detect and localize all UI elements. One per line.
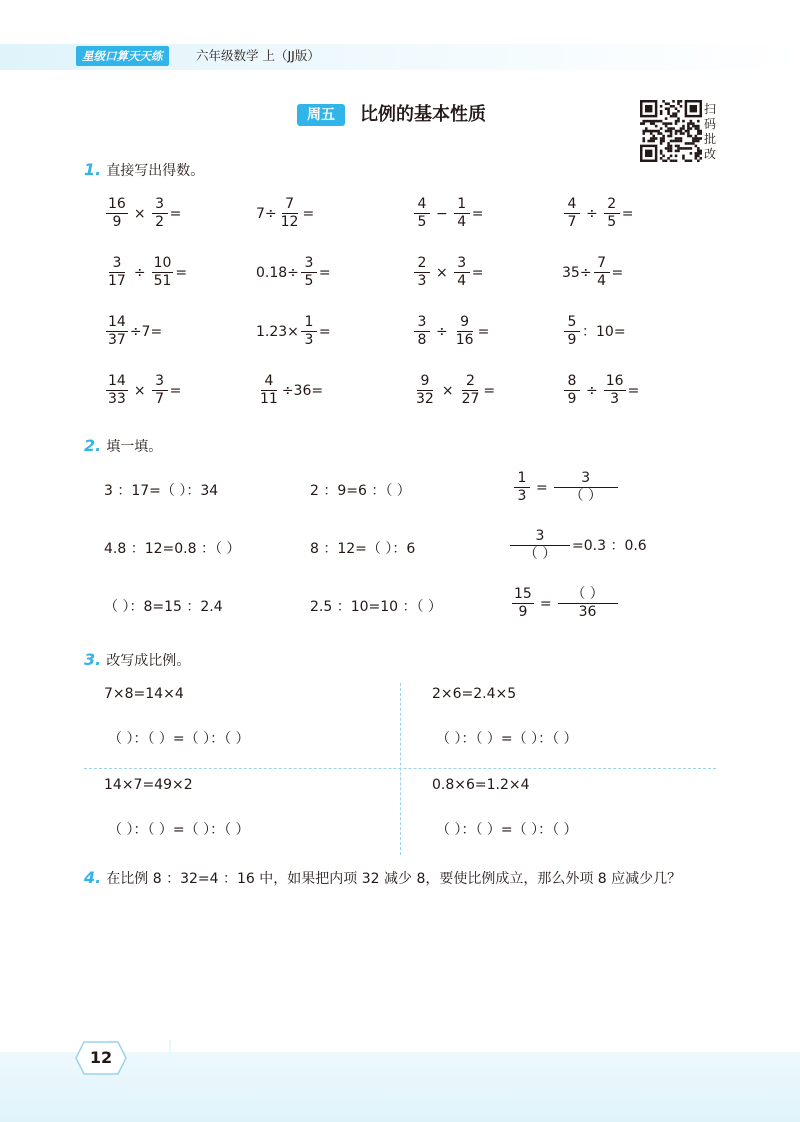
fill-blank[interactable]: $\frac{15}{9}$ = $\frac{( )}{36}$ (510, 586, 620, 621)
section3-heading (84, 650, 190, 670)
fraction: $\frac{3}{( )}$ (510, 528, 570, 563)
header-subtitle: 六年级数学 上（JJ版） (196, 48, 320, 63)
fill-blank[interactable]: 3 ：17=（ ）：34 (104, 483, 219, 499)
title-badge: 周五 (297, 104, 345, 126)
fraction: $\frac{3}{2}$ (152, 196, 168, 231)
fraction: $\frac{1}{3}$ (514, 470, 530, 505)
proportion-equation: 2×6=2.4×5 (432, 686, 517, 702)
proportion-blank[interactable]: （ ）：（ ）=（ ）：（ ） (108, 731, 250, 747)
calc-problem[interactable]: 7÷ $\frac{7}{12}$ = (256, 196, 315, 230)
calc-problem[interactable]: $\frac{4}{5}$ − $\frac{1}{4}$ = (412, 196, 483, 231)
section2-heading (84, 436, 162, 456)
calc-problem[interactable]: $\frac{9}{32}$ × $\frac{2}{27}$ = (416, 373, 496, 407)
fill-blank[interactable]: （ ）：8=15 ：2.4 (104, 599, 223, 615)
fill-blank[interactable]: $\frac{3}{( )}$ =0.3 ：0.6 (508, 528, 647, 563)
fraction: $\frac{2}{27}$ (461, 373, 480, 407)
fraction: $\frac{3}{4}$ (454, 255, 470, 290)
calc-problem[interactable]: $\frac{8}{9}$ ÷ $\frac{16}{3}$ = (562, 373, 639, 408)
proportion-equation: 14×7=49×2 (104, 777, 193, 793)
section4-number: 4. (84, 868, 102, 887)
proportion-blank[interactable]: （ ）：（ ）=（ ）：（ ） (108, 822, 250, 838)
fraction: $\frac{( )}{36}$ (558, 586, 618, 621)
fraction: $\frac{3}{5}$ (301, 255, 317, 290)
fraction: $\frac{10}{51}$ (153, 255, 172, 289)
fill-blank[interactable]: 4.8 ：12=0.8 ：（ ） (104, 541, 241, 557)
fill-blank[interactable]: 2.5 ：10=10 ：（ ） (310, 599, 442, 615)
fraction: $\frac{3}{8}$ (414, 314, 430, 349)
section2-number: 2. (84, 436, 102, 455)
calc-problem[interactable]: $\frac{4}{11}$ ÷36= (260, 373, 324, 407)
fraction: $\frac{9}{32}$ (416, 373, 434, 407)
qr-code-icon[interactable] (640, 100, 702, 162)
calc-problem[interactable]: $\frac{14}{37}$ ÷7= (108, 314, 163, 348)
section4-question (84, 868, 681, 888)
grid-divider-vertical (400, 683, 401, 855)
fraction: $\frac{14}{33}$ (108, 373, 126, 407)
page-title: 比例的基本性质 (360, 104, 486, 125)
fraction: $\frac{8}{9}$ (564, 373, 580, 408)
fill-blank[interactable]: 8 ：12=（ ）：6 (310, 541, 416, 557)
fraction: $\frac{1}{3}$ (301, 314, 317, 349)
fill-blank[interactable]: $\frac{1}{3}$ = $\frac{3}{( )}$ (512, 470, 620, 505)
calc-problem[interactable]: 1.23× $\frac{1}{3}$ = (256, 314, 331, 348)
fraction: $\frac{1}{4}$ (454, 196, 470, 231)
proportion-equation: 0.8×6=1.2×4 (432, 777, 530, 793)
section1-number: 1. (84, 160, 102, 179)
calc-problem[interactable]: $\frac{4}{7}$ ÷ $\frac{2}{5}$ = (562, 196, 633, 231)
calc-problem[interactable]: $\frac{5}{9}$ ：10= (562, 314, 626, 349)
section2-text: 填一填。 (106, 439, 163, 455)
fraction: $\frac{3}{17}$ (108, 255, 126, 289)
calc-problem[interactable]: 0.18÷ $\frac{3}{5}$ = (256, 255, 331, 289)
calc-problem[interactable]: $\frac{2}{3}$ × $\frac{3}{4}$ = (412, 255, 483, 290)
proportion-equation: 7×8=14×4 (104, 686, 184, 702)
fraction: $\frac{4}{7}$ (564, 196, 580, 231)
section1-text: 直接写出得数。 (106, 163, 205, 179)
header-brand: 星级口算天天练 (76, 46, 169, 66)
fraction: $\frac{7}{12}$ (280, 196, 299, 230)
fraction: $\frac{2}{3}$ (414, 255, 430, 290)
calc-problem[interactable]: $\frac{3}{8}$ ÷ $\frac{9}{16}$ = (412, 314, 489, 349)
fraction: $\frac{14}{37}$ (108, 314, 126, 348)
fraction: $\frac{15}{9}$ (514, 586, 532, 620)
calc-problem[interactable]: 35÷ $\frac{7}{4}$ = (562, 255, 624, 289)
fraction: $\frac{2}{5}$ (604, 196, 620, 231)
section3-text: 改写成比例。 (106, 653, 191, 669)
proportion-blank[interactable]: （ ）：（ ）=（ ）：（ ） (436, 731, 578, 747)
proportion-blank[interactable]: （ ）：（ ）=（ ）：（ ） (436, 822, 578, 838)
fraction: $\frac{4}{5}$ (414, 196, 430, 231)
grid-divider-horizontal (84, 768, 716, 769)
fraction: $\frac{3}{7}$ (152, 373, 168, 408)
section4-text: 在比例 8 ：32=4 ：16 中，如果把内项 32 减少 8，要使比例成立，那么外项 8 应减少几？ (106, 871, 682, 887)
fraction: $\frac{9}{16}$ (455, 314, 474, 348)
section3-number: 3. (84, 650, 102, 669)
fraction: $\frac{5}{9}$ (564, 314, 580, 349)
fill-blank[interactable]: 2 ：9=6 ：（ ） (310, 483, 411, 499)
calc-problem[interactable]: $\frac{3}{17}$ ÷ $\frac{10}{51}$ = (108, 255, 188, 289)
calc-problem[interactable]: $\frac{16}{9}$ × $\frac{3}{2}$ = (108, 196, 182, 230)
page-number: 12 (89, 1048, 113, 1067)
fraction: $\frac{4}{11}$ (260, 373, 278, 407)
section1-heading (84, 160, 204, 180)
fraction: $\frac{7}{4}$ (594, 255, 610, 290)
qr-label: 扫码批改 (704, 102, 717, 161)
calc-problem[interactable]: $\frac{14}{33}$ × $\frac{3}{7}$ = (108, 373, 182, 407)
fraction: $\frac{16}{9}$ (108, 196, 126, 230)
fraction: $\frac{3}{( )}$ (554, 470, 618, 505)
fraction: $\frac{16}{3}$ (605, 373, 624, 407)
